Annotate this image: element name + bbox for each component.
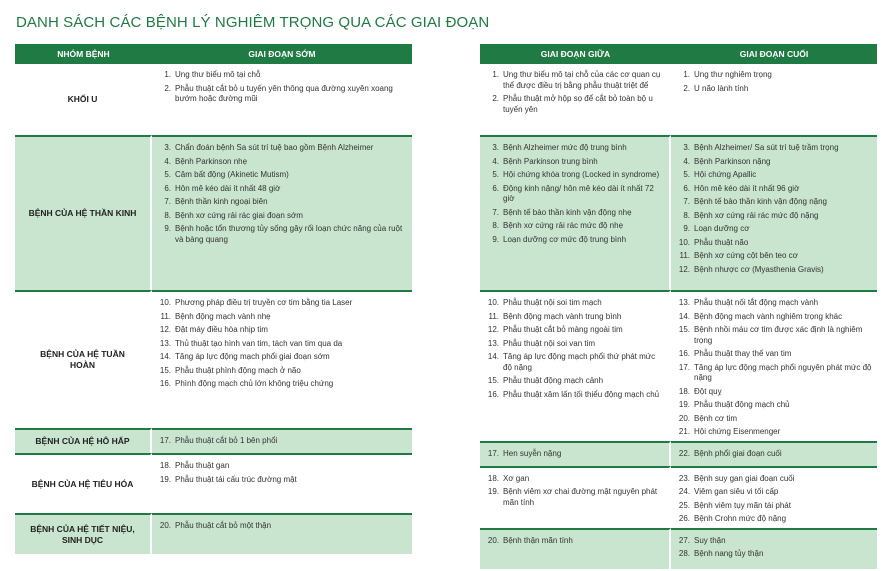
list-item — [677, 549, 873, 560]
item-text: Bệnh xơ cứng rải rác mức độ nhẹ — [503, 221, 624, 230]
item-text: Phẫu thuật động mạch chủ — [694, 400, 790, 409]
early-stage-table — [15, 44, 412, 554]
list-item — [677, 298, 873, 309]
early-stage-cell — [152, 513, 412, 554]
list-item — [486, 312, 665, 323]
disease-group-cell — [15, 453, 152, 513]
left-panel — [15, 44, 412, 554]
early-stage-list — [152, 64, 412, 105]
item-text: Bệnh cơ tim — [694, 413, 738, 423]
row-tumor — [15, 64, 412, 135]
list-item — [677, 414, 873, 425]
late-stage-cell — [671, 64, 877, 135]
item-number: 14. — [159, 352, 171, 361]
list-item — [677, 251, 873, 262]
list-item — [158, 197, 408, 208]
item-text: Bệnh nang tủy thận — [694, 549, 764, 558]
item-text: Tăng áp lực động mạch phổi nguyên phát mức độ nặng — [694, 362, 872, 382]
item-text: Bệnh Alzheimer mức độ trung bình — [503, 143, 627, 152]
row-digestive-system — [15, 453, 412, 513]
item-text: U não lành tính — [694, 83, 749, 93]
middle-stage-cell — [480, 135, 671, 290]
list-item — [677, 474, 873, 485]
list-item — [677, 501, 873, 512]
list-item — [677, 427, 873, 438]
item-text: Phẫu thuật nối tắt động mạch vành — [694, 298, 819, 307]
item-text: Phẫu thuật xâm lấn tối thiểu động mạch chủ — [503, 389, 660, 399]
disease-group-cell — [15, 135, 152, 290]
item-number: 1. — [683, 70, 690, 79]
item-text: Hội chứng Eisenmenger — [694, 427, 781, 436]
row-nervous-system — [480, 135, 877, 290]
item-number: 27. — [678, 535, 690, 545]
list-item — [486, 70, 665, 91]
item-number: 11. — [160, 311, 171, 321]
item-text: Đột quỵ — [694, 386, 722, 396]
item-text: Loạn dưỡng cơ mức độ trung bình — [503, 234, 627, 244]
header-disease-group: NHÓM BỆNH — [15, 44, 152, 64]
item-text: Động kinh nặng/ hôn mê kéo dài ít nhất 72 giờ — [503, 183, 654, 203]
list-item — [677, 312, 873, 323]
item-text: Hôn mê kéo dài ít nhất 96 giờ — [694, 183, 800, 193]
item-text: Bệnh phổi giai đoạn cuối — [694, 448, 782, 458]
early-stage-cell — [152, 428, 412, 453]
item-number: 18. — [678, 386, 690, 396]
late-stage-list — [671, 530, 877, 560]
list-item — [486, 298, 665, 309]
middle-stage-cell — [480, 64, 671, 135]
list-item — [486, 487, 665, 508]
item-number: 19. — [487, 487, 499, 496]
item-number: 12. — [159, 325, 171, 334]
item-text: Bệnh viêm tụy mãn tái phát — [694, 500, 791, 510]
item-text: Phẫu thuật cắt bỏ 1 bên phổi — [175, 436, 278, 445]
early-stage-list — [152, 137, 412, 245]
item-number: 17. — [678, 362, 690, 372]
early-stage-list — [152, 292, 412, 390]
item-text: Bệnh tế bào thần kinh vận động nhẹ — [503, 207, 632, 217]
disease-group-label: KHỐI U — [67, 94, 98, 104]
item-text: Bệnh xơ cứng cột bên teo cơ — [694, 251, 798, 260]
item-text: Bệnh thận mãn tính — [503, 535, 573, 545]
item-text: Phương pháp điều trị truyền cơ tim bằng tia Laser — [175, 298, 353, 307]
item-text: Bệnh động mạch vành trung bình — [503, 311, 622, 321]
late-stage-cell — [671, 441, 877, 466]
item-text: Phẫu thuật phình động mạch ở não — [175, 365, 301, 375]
item-text: Bệnh Crohn mức độ nặng — [694, 514, 787, 523]
item-number: 23. — [678, 473, 690, 483]
list-item — [677, 449, 873, 460]
item-text: Ung thư nghiêm trọng — [694, 70, 772, 79]
item-number: 3. — [164, 143, 171, 152]
item-number: 17. — [487, 448, 499, 458]
item-text: Xơ gan — [503, 473, 530, 483]
late-stage-cell — [671, 290, 877, 441]
item-number: 20. — [678, 413, 690, 423]
item-number: 16. — [159, 379, 171, 388]
middle-late-stage-table — [480, 44, 877, 569]
list-item — [677, 363, 873, 384]
item-number: 9. — [683, 224, 690, 233]
early-stage-cell — [152, 64, 412, 135]
list-item — [486, 235, 665, 246]
list-item — [677, 349, 873, 360]
list-item — [486, 474, 665, 485]
row-nervous-system — [15, 135, 412, 290]
item-text: Hội chứng khóa trong (Locked in syndrome) — [503, 170, 660, 179]
item-text: Bệnh tế bào thần kinh vận động nặng — [694, 197, 827, 206]
list-item — [677, 197, 873, 208]
item-number: 6. — [492, 183, 499, 193]
item-number: 13. — [159, 338, 171, 348]
early-stage-cell — [152, 290, 412, 428]
late-stage-cell — [671, 528, 877, 569]
item-number: 20. — [159, 521, 171, 530]
list-item — [677, 84, 873, 95]
right-panel — [480, 44, 877, 569]
item-number: 16. — [678, 349, 690, 358]
disease-group-label: BỆNH CỦA HỆ HÔ HẤP — [35, 436, 130, 446]
item-number: 3. — [492, 143, 499, 152]
item-text: Bệnh Parkinson nặng — [694, 156, 771, 166]
list-item — [486, 325, 665, 336]
item-number: 2. — [683, 83, 690, 93]
item-number: 3. — [683, 143, 690, 152]
item-number: 7. — [164, 197, 171, 206]
item-text: Bệnh động mạch vành nghiêm trọng khác — [694, 311, 843, 321]
list-item — [158, 170, 408, 181]
item-number: 21. — [678, 427, 690, 436]
item-text: Bệnh Parkinson nhẹ — [175, 156, 248, 166]
item-number: 8. — [164, 210, 171, 220]
list-item — [486, 184, 665, 205]
item-text: Phẫu thuật mở hộp sọ để cắt bỏ toàn bộ u tuyến yên — [503, 94, 653, 114]
list-item — [677, 184, 873, 195]
item-text: Ung thư biểu mô tại chỗ — [175, 70, 261, 79]
list-item — [677, 536, 873, 547]
item-text: Hôn mê kéo dài ít nhất 48 giờ — [175, 183, 281, 193]
header-middle-stage: GIAI ĐOẠN GIỮA — [480, 44, 671, 64]
list-item — [158, 298, 408, 309]
item-text: Phẫu thuật thay thế van tim — [694, 349, 792, 358]
middle-stage-cell — [480, 528, 671, 569]
list-item — [158, 312, 408, 323]
early-stage-list — [152, 515, 412, 532]
middle-stage-list — [480, 468, 669, 509]
header-early-stage: GIAI ĐOẠN SỚM — [152, 44, 412, 64]
item-text: Tăng áp lực động mạch phổi thứ phát mức độ nặng — [503, 352, 656, 372]
item-text: Phẫu thuật não — [694, 237, 749, 247]
row-urogenital-system — [15, 513, 412, 554]
list-item — [486, 143, 665, 154]
item-text: Ung thư biểu mô tại chỗ của các cơ quan cụ thể được điều trị bằng phẫu thuật triệt để — [503, 70, 661, 90]
row-urogenital-system — [480, 528, 877, 569]
item-number: 11. — [679, 251, 690, 260]
disease-group-label: BỆNH CỦA HỆ THẦN KINH — [28, 208, 137, 218]
item-number: 15. — [159, 365, 171, 375]
list-item — [677, 238, 873, 249]
item-text: Phẫu thuật tái cấu trúc đường mật — [175, 474, 297, 484]
middle-stage-list — [480, 64, 669, 115]
middle-stage-list — [480, 292, 669, 400]
list-item — [486, 208, 665, 219]
item-text: Viêm gan siêu vi tối cấp — [694, 487, 779, 496]
item-number: 10. — [159, 298, 171, 307]
item-text: Phẫu thuật cắt bỏ một thận — [175, 521, 272, 530]
item-number: 12. — [678, 264, 690, 274]
late-stage-list — [671, 468, 877, 525]
list-item — [677, 70, 873, 81]
list-item — [158, 325, 408, 336]
item-text: Phình động mạch chủ lớn không triệu chứng — [175, 379, 334, 388]
list-item — [486, 536, 665, 547]
list-item — [158, 436, 408, 447]
item-text: Bệnh nhồi máu cơ tim được xác định là nghiêm trọng — [694, 325, 863, 345]
list-item — [677, 143, 873, 154]
late-stage-list — [671, 64, 877, 94]
list-item — [677, 487, 873, 498]
list-item — [158, 339, 408, 350]
list-item — [677, 224, 873, 235]
list-item — [158, 461, 408, 472]
item-number: 5. — [164, 170, 171, 179]
item-number: 9. — [164, 224, 171, 233]
item-text: Bệnh xơ cứng rải rác mức độ nặng — [694, 210, 819, 220]
list-item — [677, 211, 873, 222]
early-stage-cell — [152, 135, 412, 290]
list-item — [158, 521, 408, 532]
item-text: Câm bất động (Akinetic Mutism) — [175, 170, 289, 179]
late-stage-cell — [671, 466, 877, 528]
item-number: 13. — [487, 338, 499, 348]
list-item — [677, 325, 873, 346]
list-item — [486, 339, 665, 350]
row-respiratory-system — [15, 428, 412, 453]
late-stage-list — [671, 292, 877, 438]
early-stage-list — [152, 430, 412, 447]
header-late-stage: GIAI ĐOẠN CUỐI — [671, 44, 877, 64]
item-number: 19. — [159, 474, 171, 484]
item-number: 7. — [683, 197, 690, 206]
item-text: Bệnh suy gan giai đoạn cuối — [694, 473, 795, 483]
middle-stage-cell — [480, 441, 671, 466]
item-number: 4. — [683, 156, 690, 166]
item-number: 10. — [678, 237, 690, 247]
list-item — [486, 221, 665, 232]
item-text: Hội chứng Apallic — [694, 170, 757, 179]
item-number: 6. — [164, 183, 171, 193]
item-number: 16. — [487, 389, 499, 399]
middle-stage-list — [480, 137, 669, 245]
list-item — [677, 265, 873, 276]
disease-group-cell — [15, 513, 152, 554]
late-stage-list — [671, 137, 877, 275]
list-item — [158, 84, 408, 105]
item-text: Bệnh hoặc tổn thương tủy sống gây rối loạn chức năng của ruột và bàng quang — [175, 224, 403, 244]
list-item — [677, 400, 873, 411]
item-number: 8. — [683, 210, 690, 220]
item-text: Đặt máy điều hòa nhịp tim — [175, 325, 268, 334]
item-text: Suy thận — [694, 535, 726, 545]
item-number: 4. — [164, 156, 171, 166]
late-stage-cell — [671, 135, 877, 290]
row-respiratory-system — [480, 441, 877, 466]
item-number: 13. — [678, 298, 690, 307]
item-number: 26. — [678, 514, 690, 523]
list-item — [158, 475, 408, 486]
list-item — [158, 352, 408, 363]
item-number: 11. — [488, 311, 499, 321]
list-item — [677, 170, 873, 181]
item-text: Phẫu thuật động mạch cảnh — [503, 376, 604, 385]
item-number: 28. — [678, 549, 690, 558]
item-text: Hen suyễn nặng — [503, 448, 562, 458]
item-number: 1. — [492, 70, 499, 79]
early-stage-list — [152, 455, 412, 485]
item-number: 5. — [492, 170, 499, 179]
list-item — [158, 143, 408, 154]
disease-group-cell — [15, 428, 152, 453]
item-number: 1. — [164, 70, 171, 79]
item-number: 18. — [487, 473, 499, 483]
list-item — [486, 157, 665, 168]
middle-stage-list — [480, 443, 669, 460]
item-number: 2. — [164, 83, 171, 93]
item-number: 22. — [678, 448, 690, 458]
disease-group-label: BỆNH CỦA HỆ TIẾT NIỆU, SINH DỤC — [30, 523, 135, 545]
item-number: 9. — [492, 234, 499, 244]
item-number: 19. — [678, 400, 690, 409]
item-text: Bệnh viêm xơ chai đường mật nguyên phát mãn tính — [503, 487, 658, 507]
row-digestive-system — [480, 466, 877, 528]
item-number: 4. — [492, 156, 499, 166]
item-number: 25. — [678, 500, 690, 510]
item-text: Phẫu thuật cắt bỏ màng ngoài tim — [503, 325, 623, 334]
item-number: 7. — [492, 207, 499, 217]
middle-stage-list — [480, 530, 669, 547]
list-item — [486, 170, 665, 181]
item-number: 12. — [487, 325, 499, 334]
item-text: Bệnh Parkinson trung bình — [503, 156, 598, 166]
item-number: 18. — [159, 461, 171, 470]
page-title: DANH SÁCH CÁC BỆNH LÝ NGHIÊM TRỌNG QUA CÁC GIAI ĐOẠN — [16, 14, 490, 31]
list-item — [158, 211, 408, 222]
list-item — [486, 94, 665, 115]
item-text: Chẩn đoán bệnh Sa sút trí tuệ bao gồm Bệnh Alzheimer — [175, 143, 374, 152]
row-circulatory-system — [15, 290, 412, 428]
list-item — [486, 352, 665, 373]
late-stage-list — [671, 443, 877, 460]
item-text: Bệnh Alzheimer/ Sa sút trí tuệ trầm trọng — [694, 143, 839, 152]
item-text: Bệnh động mạch vành nhẹ — [175, 311, 271, 321]
item-number: 15. — [678, 325, 690, 334]
list-item — [158, 157, 408, 168]
disease-group-cell — [15, 290, 152, 428]
list-item — [158, 184, 408, 195]
item-number: 10. — [487, 298, 499, 307]
item-text: Thủ thuật tạo hình van tim, tách van tim qua da — [175, 338, 343, 348]
item-number: 8. — [492, 221, 499, 230]
disease-group-label: BỆNH CỦA HỆ TUẦN HOÀN — [40, 349, 125, 370]
item-text: Tăng áp lực động mạch phổi giai đoạn sớm — [175, 352, 330, 361]
item-text: Bệnh xơ cứng rải rác giai đoạn sớm — [175, 210, 303, 220]
list-item — [158, 366, 408, 377]
item-text: Phẫu thuật gan — [175, 461, 230, 470]
list-item — [486, 449, 665, 460]
disease-group-cell — [15, 64, 152, 135]
list-item — [677, 387, 873, 398]
list-item — [158, 379, 408, 390]
item-text: Bệnh thần kinh ngoại biên — [175, 197, 268, 206]
item-text: Phẫu thuật nội soi tim mạch — [503, 298, 602, 307]
item-number: 15. — [487, 376, 499, 385]
list-item — [158, 70, 408, 81]
item-number: 14. — [487, 352, 499, 361]
item-number: 14. — [678, 311, 690, 321]
early-stage-cell — [152, 453, 412, 513]
middle-stage-cell — [480, 290, 671, 441]
row-tumor — [480, 64, 877, 135]
middle-stage-cell — [480, 466, 671, 528]
list-item — [677, 157, 873, 168]
row-circulatory-system — [480, 290, 877, 441]
item-text: Phẫu thuật cắt bỏ u tuyến yên thông qua đường xuyên xoang bướm hoặc đường mũi — [175, 83, 393, 103]
item-text: Loạn dưỡng cơ — [694, 224, 750, 233]
item-text: Bệnh nhược cơ (Myasthenia Gravis) — [694, 264, 824, 274]
list-item — [486, 390, 665, 401]
item-number: 20. — [487, 535, 499, 545]
item-number: 6. — [683, 183, 690, 193]
item-number: 2. — [492, 94, 499, 103]
item-number: 17. — [159, 436, 171, 445]
list-item — [486, 376, 665, 387]
item-text: Phẫu thuật nội soi van tim — [503, 338, 596, 348]
item-number: 5. — [683, 170, 690, 179]
list-item — [677, 514, 873, 525]
disease-group-label: BỆNH CỦA HỆ TIÊU HÓA — [31, 478, 134, 489]
item-number: 24. — [678, 487, 690, 496]
list-item — [158, 224, 408, 245]
